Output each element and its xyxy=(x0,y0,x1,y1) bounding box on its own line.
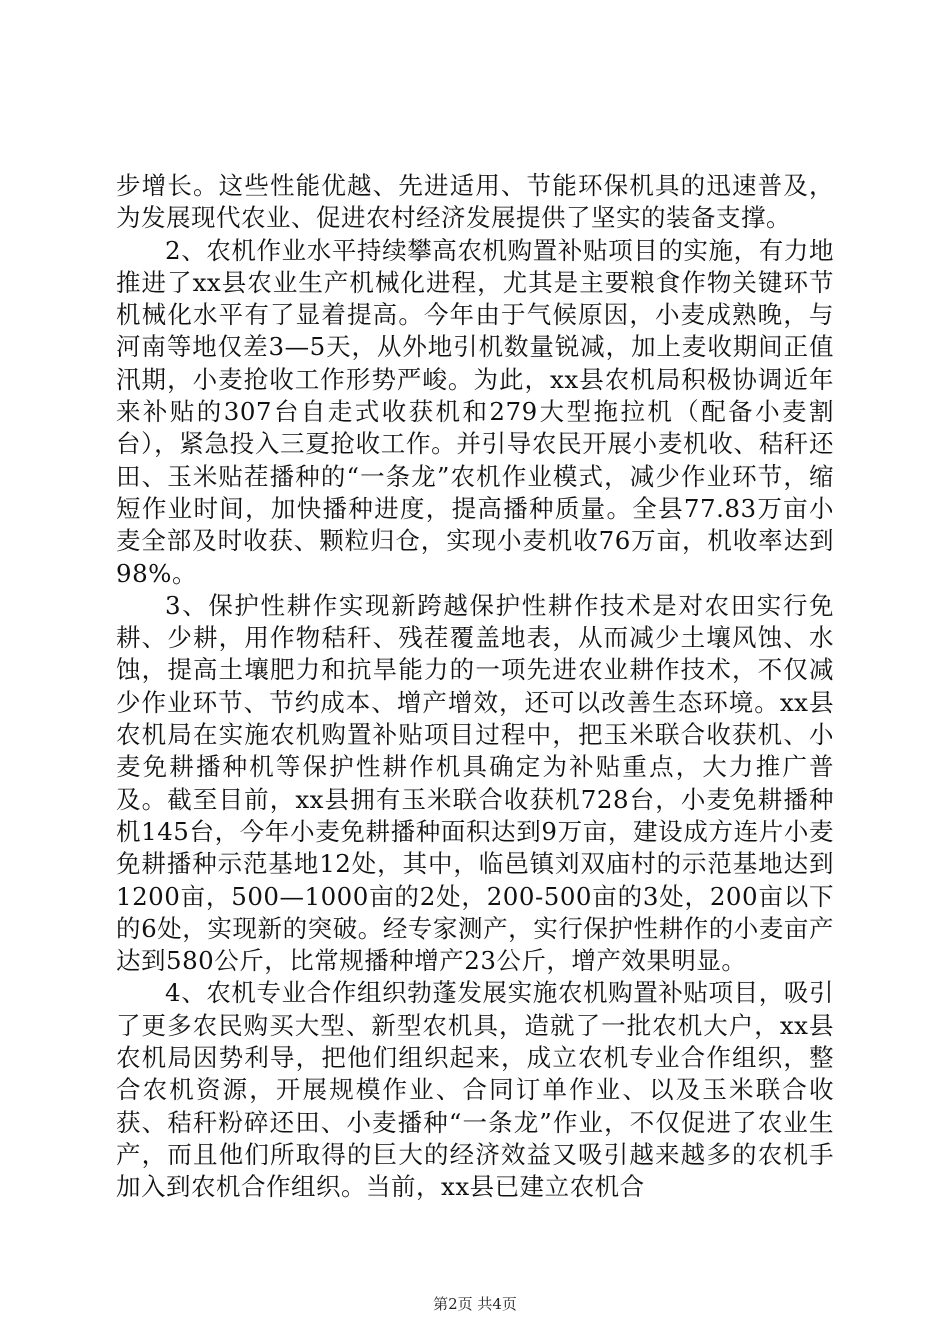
paragraph-section-3: 3、保护性耕作实现新跨越保护性耕作技术是对农田实行免耕、少耕，用作物秸秆、残茬覆盖地表，从而减少土壤风蚀、水蚀，提高土壤肥力和抗旱能力的一项先进农业耕作技术，不仅减少作业环节、节约成本、增产增效，还可以改善生态环境。xx县农机局在实施农机购置补贴项目过程中，把玉米联合收获机、小麦免耕播种机等保护性耕作机具确定为补贴重点，大力推广普及。截至目前，xx县拥有玉米联合收获机728台，小麦免耕播种机145台，今年小麦免耕播种面积达到9万亩，建设成方连片小麦免耕播种示范基地12处，其中，临邑镇刘双庙村的示范基地达到1200亩，500—1000亩的2处，200-500亩的3处，200亩以下的6处，实现新的突破。经专家测产，实行保护性耕作的小麦亩产达到580公斤，比常规播种增产23公斤，增产效果明显。 xyxy=(116,590,834,976)
page-footer: 第2页 共4页 xyxy=(433,1295,517,1313)
paragraph-section-2: 2、农机作业水平持续攀高农机购置补贴项目的实施，有力地推进了xx县农业生产机械化进程，尤其是主要粮食作物关键环节机械化水平有了显着提高。今年由于气候原因，小麦成熟晚，与河南等地仅差3—5天，从外地引机数量锐减，加上麦收期间正值汛期，小麦抢收工作形势严峻。为此，xx县农机局积极协调近年来补贴的307台自走式收获机和279大型拖拉机（配备小麦割台），紧急投入三夏抢收工作。并引导农民开展小麦机收、秸秆还田、玉米贴茬播种的“一条龙”农机作业模式，减少作业环节，缩短作业时间，加快播种进度，提高播种质量。全县77.83万亩小麦全部及时收获、颗粒归仓，实现小麦机收76万亩，机收率达到98%。 xyxy=(116,235,834,588)
paragraph-continuation: 步增长。这些性能优越、先进适用、节能环保机具的迅速普及，为发展现代农业、促进农村经济发展提供了坚实的装备支撑。 xyxy=(116,171,834,233)
document-body xyxy=(116,170,834,1204)
paragraph-section-4: 4、农机专业合作组织勃蓬发展实施农机购置补贴项目，吸引了更多农民购买大型、新型农机具，造就了一批农机大户，xx县农机局因势利导，把他们组织起来，成立农机专业合作组织，整合农机资源，开展规模作业、合同订单作业、以及玉米联合收获、秸秆粉碎还田、小麦播种“一条龙”作业，不仅促进了农业生产，而且他们所取得的巨大的经济效益又吸引越来越多的农机手加入到农机合作组织。当前，xx县已建立农机合 xyxy=(116,978,834,1202)
